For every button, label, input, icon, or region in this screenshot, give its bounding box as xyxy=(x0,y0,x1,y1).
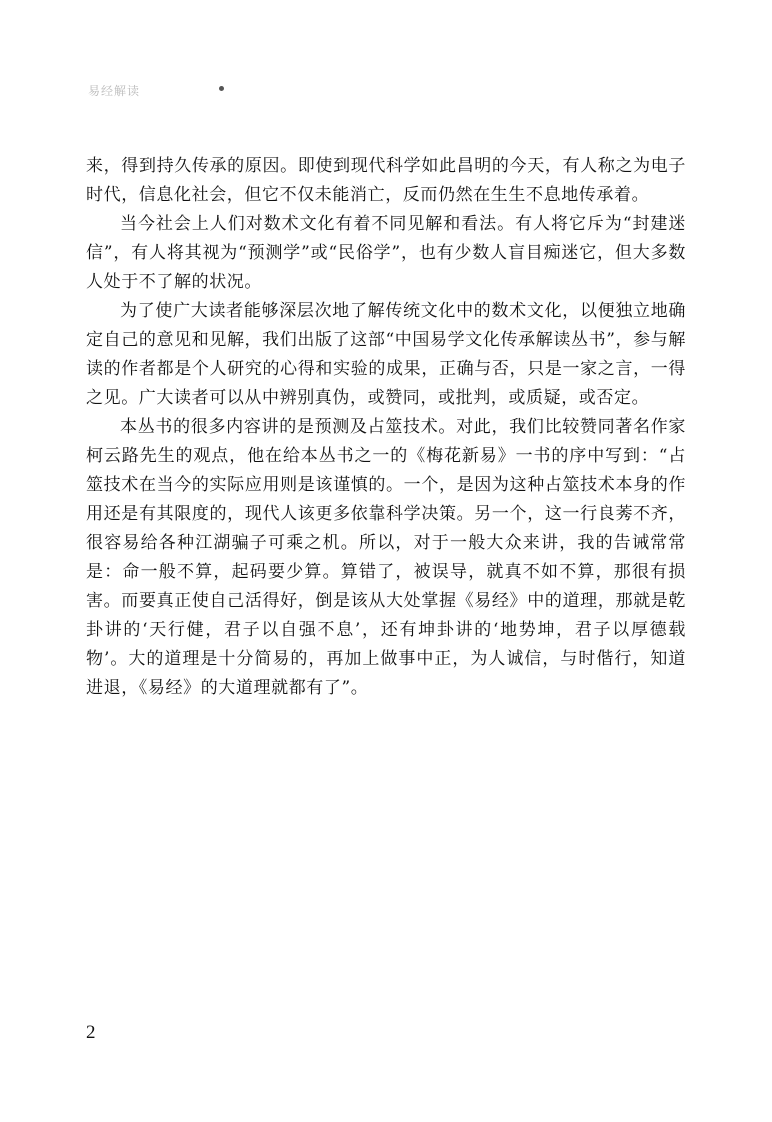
paragraph: 当今社会上人们对数术文化有着不同见解和看法。有人将它斥为“封建迷信”，有人将其视为“预测学”或“民俗学”，也有少数人盲目痴迷它，但大多数人处于不了解的状况。 xyxy=(86,214,686,292)
running-header: 易经解读 xyxy=(88,84,141,98)
header-ornament-dot xyxy=(219,86,224,91)
paragraph: 本丛书的很多内容讲的是预测及占筮技术。对此，我们比较赞同著名作家柯云路先生的观点，他在给本丛书之一的《梅花新易》一书的序中写到：“占筮技术在当今的实际应用则是该谨慎的。一个，是因为这种占筮技术本身的作用还是有其限度的，现代人该更多依靠科学决策。另一个，这一行良莠不齐，很容易给各种江湖骗子可乘之机。所以，对于一般大众来讲，我的告诫常常是：命一般不算，起码要少算。算错了，被误导，就真不如不算，那很有损害。而要真正使自己活得好，倒是该从大处掌握《易经》中的道理，那就是乾卦讲的‘天行健，君子以自强不息’，还有坤卦讲的‘地势坤，君子以厚德载物’。大的道理是十分简易的，再加上做事中正，为人诚信，与时偕行，知道进退，《易经》的大道理就都有了”。 xyxy=(86,417,686,698)
page-number: 2 xyxy=(86,1022,96,1043)
paragraph: 为了使广大读者能够深层次地了解传统文化中的数术文化，以便独立地确定自己的意见和见解，我们出版了这部“中国易学文化传承解读丛书”，参与解读的作者都是个人研究的心得和实验的成果，正确与否，只是一家之言，一得之见。广大读者可以从中辨别真伪，或赞同，或批判，或质疑，或否定。 xyxy=(86,301,686,408)
paragraph-continuation: 来，得到持久传承的原因。即使到现代科学如此昌明的今天，有人称之为电子时代，信息化社会，但它不仅未能消亡，反而仍然在生生不息地传承着。 xyxy=(86,156,686,205)
page-body xyxy=(86,152,686,703)
